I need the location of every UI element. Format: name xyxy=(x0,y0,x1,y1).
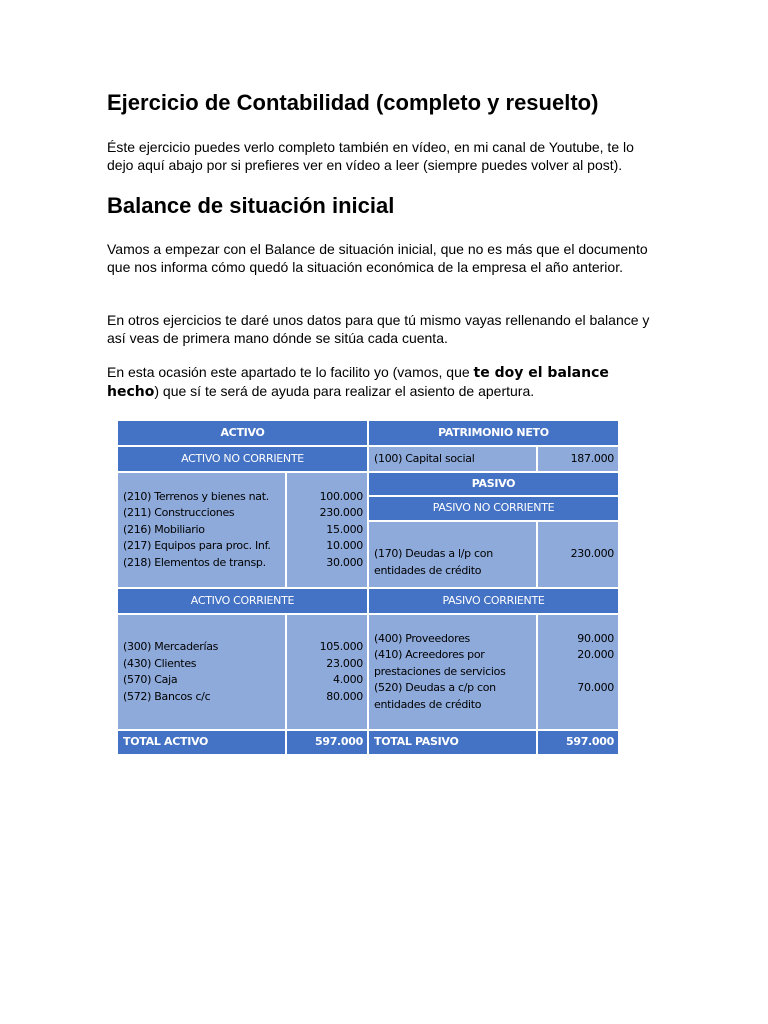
anc-value: 30.000 xyxy=(326,555,363,569)
pasivo-no-corriente-header: PASIVO NO CORRIENTE xyxy=(368,496,619,521)
activo-corriente-values xyxy=(286,614,368,730)
total-activo-label: TOTAL ACTIVO xyxy=(117,730,286,755)
intro-paragraph: Éste ejercicio puedes verlo completo también en vídeo, en mi canal de Youtube, te lo dejo aquí abajo por si prefieres ver en vídeo a leer (siempre puedes volver al post). xyxy=(107,139,634,173)
page-title: Ejercicio de Contabilidad (completo y resuelto) xyxy=(107,90,599,115)
anc-value: 230.000 xyxy=(319,506,363,520)
activo-no-corriente-header: ACTIVO NO CORRIENTE xyxy=(117,446,368,472)
anc-label: (211) Construcciones xyxy=(123,506,235,520)
activo-header: ACTIVO xyxy=(117,420,368,446)
activo-no-corriente-labels xyxy=(117,472,286,588)
ac-value: 4.000 xyxy=(333,673,363,686)
activo-no-corriente-values xyxy=(286,472,368,588)
ac-label: (572) Bancos c/c xyxy=(123,689,211,703)
pnc-label-line: (170) Deudas a l/p con xyxy=(374,547,493,561)
paragraph-block-3 xyxy=(107,364,662,401)
paragraph-3-before: En esta ocasión este apartado te lo facilito yo (vamos, que xyxy=(107,364,474,380)
total-pasivo-label: TOTAL PASIVO xyxy=(368,730,537,755)
pasivo-corriente-header: PASIVO CORRIENTE xyxy=(368,588,619,614)
paragraph-3-after: ) que sí te será de ayuda para realizar el asiento de apertura. xyxy=(154,382,535,399)
pasivo-no-corriente-label xyxy=(368,521,537,588)
intro-block xyxy=(107,139,662,174)
pc-label-line: (410) Acreedores por xyxy=(374,648,485,662)
ac-value: 105.000 xyxy=(319,640,363,653)
pc-label-line: entidades de crédito xyxy=(374,697,482,711)
anc-label: (210) Terrenos y bienes nat. xyxy=(123,489,269,503)
pc-label-line: (400) Proveedores xyxy=(374,631,470,645)
anc-label: (216) Mobiliario xyxy=(123,522,205,536)
ac-value: 23.000 xyxy=(326,656,363,670)
ac-label: (430) Clientes xyxy=(123,656,197,670)
ac-label: (300) Mercaderías xyxy=(123,640,219,653)
pasivo-header: PASIVO xyxy=(368,472,619,496)
patrimonio-neto-header: PATRIMONIO NETO xyxy=(368,420,619,446)
pasivo-no-corriente-value: 230.000 xyxy=(537,521,619,588)
paragraph-1: Vamos a empezar con el Balance de situación inicial, que no es más que el documento que nos informa cómo quedó la situación económica de la empresa el año anterior. xyxy=(107,241,648,275)
activo-corriente-labels xyxy=(117,614,286,730)
pc-value: 20.000 xyxy=(577,648,614,662)
total-activo-value: 597.000 xyxy=(286,730,368,755)
section-title: Balance de situación inicial xyxy=(107,193,395,218)
paragraph-3 xyxy=(107,364,662,401)
paragraph-block-1 xyxy=(107,241,662,276)
spacer xyxy=(374,530,531,547)
capital-social-label: (100) Capital social xyxy=(368,446,537,472)
pasivo-corriente-values xyxy=(537,614,619,730)
paragraph-3-highlight: te doy el balance hecho xyxy=(107,365,609,400)
pc-value: 70.000 xyxy=(577,681,614,695)
paragraph-block-2 xyxy=(107,312,662,347)
anc-value: 100.000 xyxy=(319,489,363,503)
anc-label: (218) Elementos de transp. xyxy=(123,555,266,569)
capital-social-value: 187.000 xyxy=(537,446,619,472)
paragraph-2: En otros ejercicios te daré unos datos para que tú mismo vayas rellenando el balance y así veas de primera mano dónde se sitúa cada cuenta. xyxy=(107,312,650,346)
anc-value: 10.000 xyxy=(326,539,363,553)
pnc-label-line: entidades de crédito xyxy=(374,563,482,577)
pc-label-line: prestaciones de servicios xyxy=(374,664,506,678)
ac-label: (570) Caja xyxy=(123,673,178,686)
pasivo-corriente-labels xyxy=(368,614,537,730)
total-pasivo-value: 597.000 xyxy=(537,730,619,755)
pc-value: 90.000 xyxy=(577,631,614,645)
activo-corriente-header: ACTIVO CORRIENTE xyxy=(117,588,368,614)
anc-label: (217) Equipos para proc. Inf. xyxy=(123,539,271,553)
ac-value: 80.000 xyxy=(326,689,363,703)
anc-value: 15.000 xyxy=(326,522,363,536)
pc-label-line: (520) Deudas a c/p con xyxy=(374,681,496,695)
balance-sheet-table xyxy=(117,420,619,755)
